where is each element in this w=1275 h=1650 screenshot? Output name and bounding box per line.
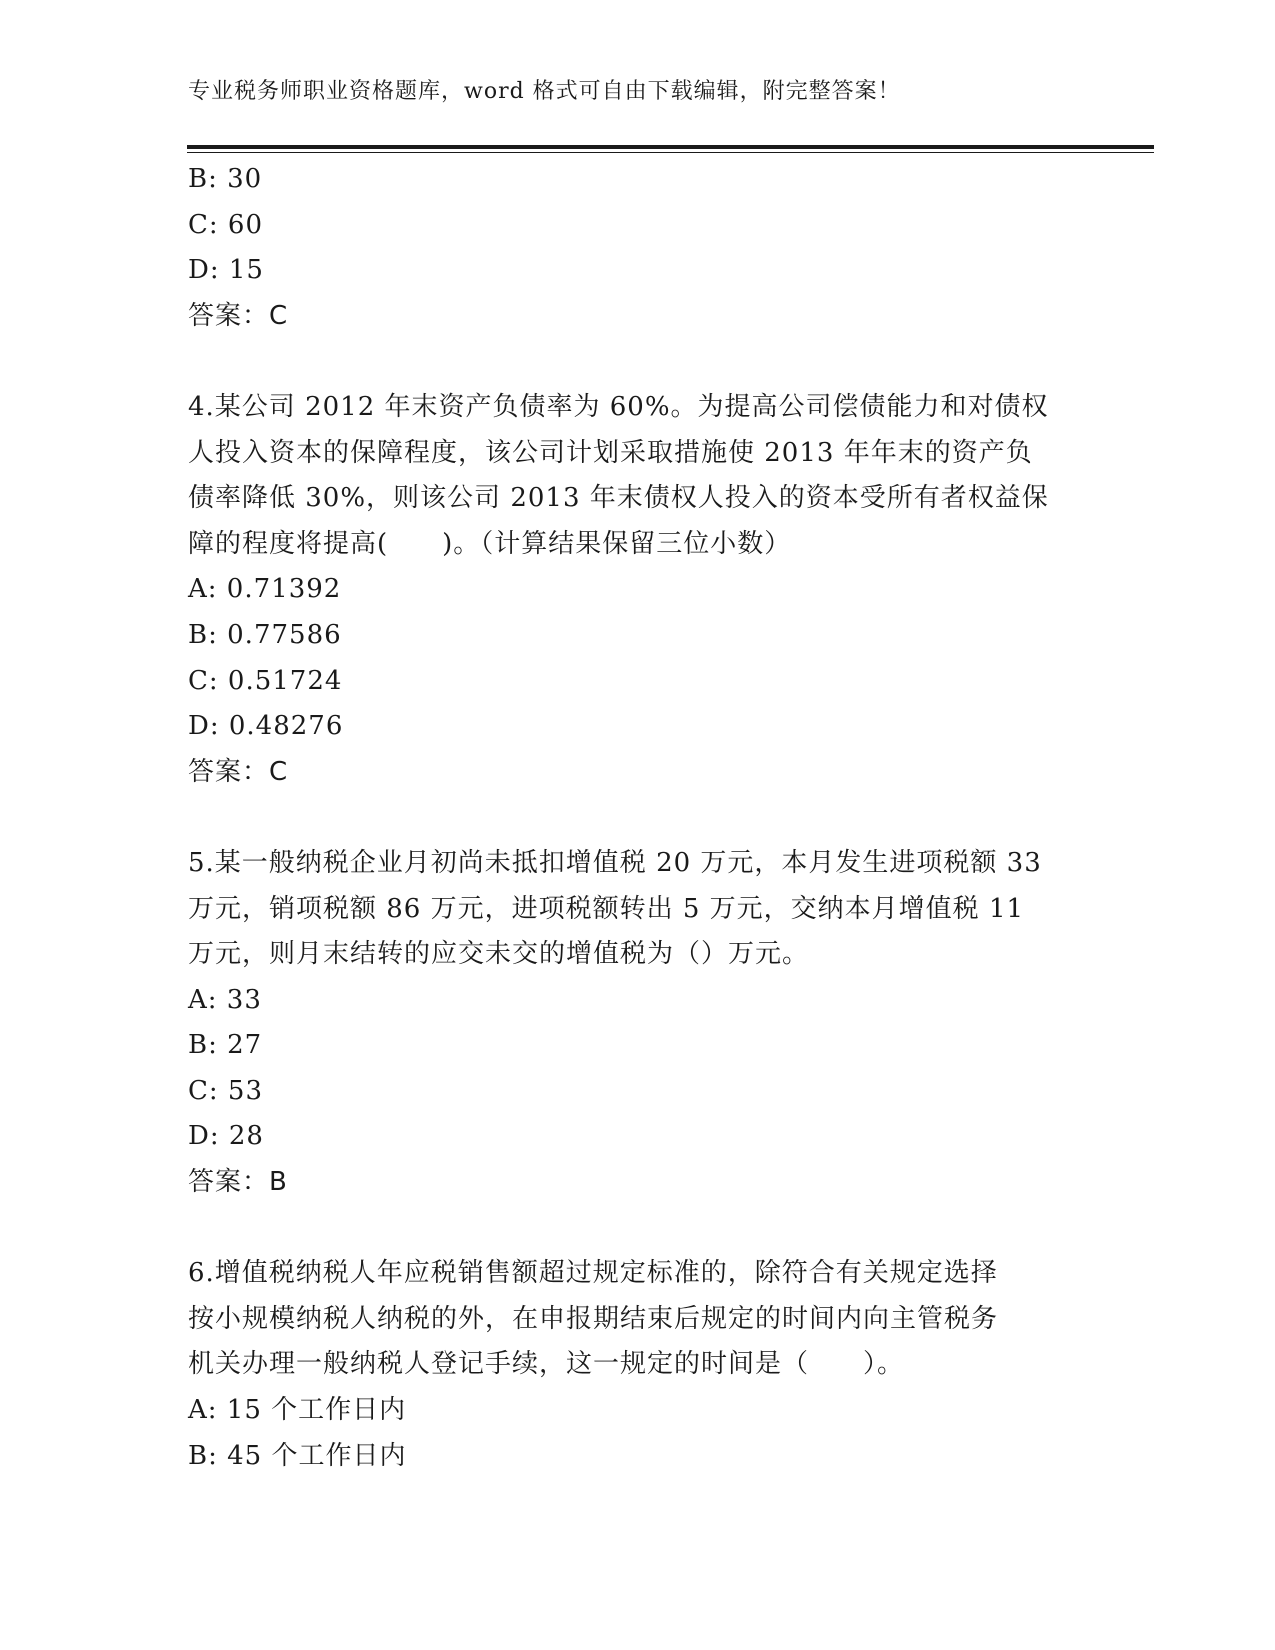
question-text-line: 6.增值税纳税人年应税销售额超过规定标准的，除符合有关规定选择	[188, 1258, 998, 1289]
question-text-line: 按小规模纳税人纳税的外，在申报期结束后规定的时间内向主管税务	[188, 1303, 999, 1334]
page-header: 专业税务师职业资格题库，word 格式可自由下载编辑，附完整答案！	[188, 79, 901, 104]
option-b: B: 45 个工作日内	[188, 1440, 407, 1471]
question-text-line: 万元，销项税额 86 万元，进项税额转出 5 万元，交纳本月增值税 11	[188, 893, 1025, 924]
question-list	[188, 157, 1088, 1479]
option-a: A: 0.71392	[188, 574, 342, 605]
option-c: C: 0.51724	[188, 665, 343, 696]
question-text-line: 万元，则月末结转的应交未交的增值税为（）万元。	[188, 939, 810, 970]
spacer	[188, 339, 1088, 385]
option-b: B: 30	[188, 164, 263, 194]
question-text-line: 人投入资本的保障程度，该公司计划采取措施使 2013 年年末的资产负	[188, 437, 1033, 468]
question-text-line: 障的程度将提高( )。（计算结果保留三位小数）	[188, 528, 792, 559]
option-c: C: 60	[188, 209, 264, 240]
option-b: B: 0.77586	[188, 619, 342, 650]
option-b: B: 27	[188, 1030, 263, 1061]
question-4	[188, 385, 1088, 795]
question-6	[188, 1251, 1088, 1479]
spacer	[188, 1206, 1088, 1252]
option-d: D: 0.48276	[188, 711, 344, 742]
option-a: A: 15 个工作日内	[188, 1395, 407, 1426]
question-text-line: 4.某公司 2012 年末资产负债率为 60%。为提高公司偿债能力和对债权	[188, 391, 1049, 422]
question-text-line: 债率降低 30%，则该公司 2013 年末债权人投入的资本受所有者权益保	[188, 483, 1049, 514]
question-text-line: 机关办理一般纳税人登记手续，这一规定的时间是（ ）。	[188, 1349, 905, 1380]
answer: 答案：C	[188, 756, 289, 787]
answer: 答案：C	[188, 300, 289, 331]
question-5	[188, 841, 1088, 1206]
header-divider	[187, 145, 1154, 149]
answer: 答案：B	[188, 1167, 288, 1198]
question-3-tail	[188, 157, 1088, 339]
question-text-line: 5.某一般纳税企业月初尚未抵扣增值税 20 万元，本月发生进项税额 33	[188, 847, 1042, 878]
option-d: D: 15	[188, 255, 264, 286]
option-d: D: 28	[188, 1121, 264, 1152]
option-a: A: 33	[188, 984, 262, 1015]
option-c: C: 53	[188, 1075, 264, 1106]
spacer	[188, 795, 1088, 841]
